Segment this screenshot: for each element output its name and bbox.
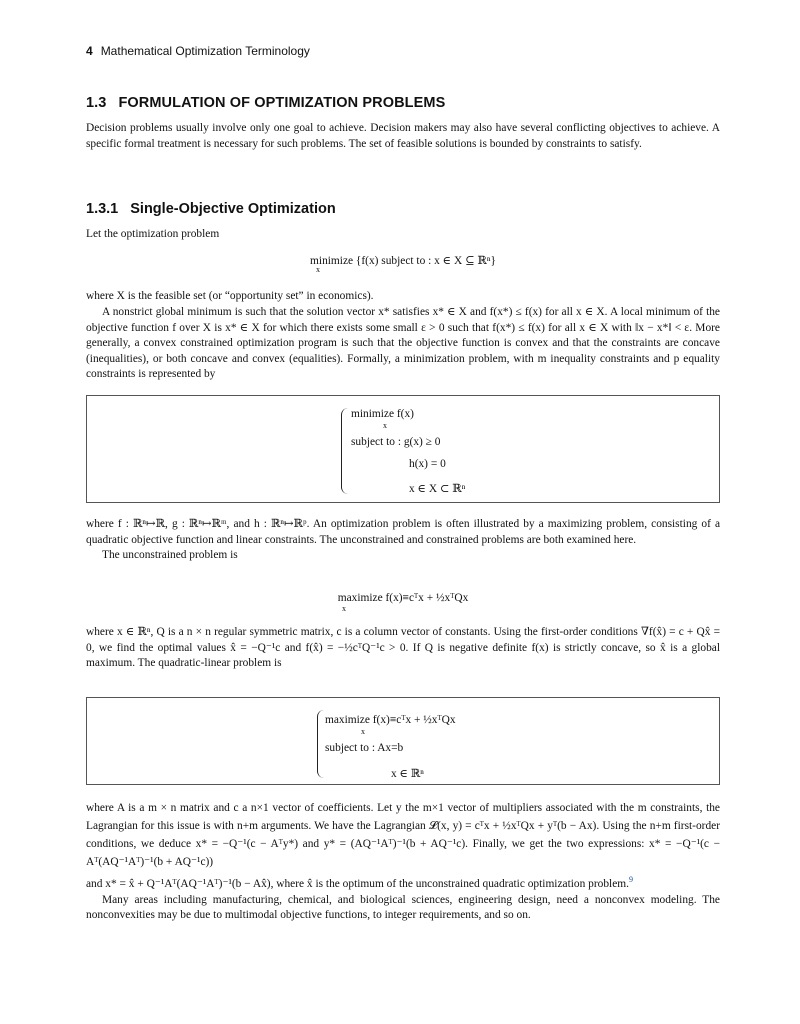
footnote-reference[interactable]: 9 [628, 875, 633, 884]
where-x-paragraph: where x ∈ ℝⁿ, Q is a n × n regular symmetric matrix, c is a column vector of constants. Using the first-order conditions ∇f(x̂) = c + Qx̂ = 0, we find the optimal values x̂ = −Q⁻¹c and f(x̂) = −½cᵀQ⁻¹c > 0. If Q is negative definite f(x) is strictly concave, so x̂ is a global maximum. The quadratic-linear problem is [86, 626, 720, 669]
nonstrict-paragraph-block [86, 305, 720, 383]
intro-paragraph-block [86, 121, 720, 152]
box1-line2: subject to : g(x) ≥ 0 [351, 436, 441, 448]
section-number: 1.3 [86, 95, 107, 111]
running-head [86, 44, 310, 58]
page-number: 4 [86, 44, 93, 58]
subsection-number: 1.3.1 [86, 201, 119, 217]
constrained-program-box [86, 395, 720, 503]
equation-2-subscript: x [342, 604, 346, 613]
let-text-block [86, 227, 720, 243]
box1-line1-subscript: x [383, 421, 387, 430]
feasible-text: where X is the feasible set (or “opportunity set” in economics). [86, 290, 374, 302]
feasible-text-block [86, 289, 720, 305]
subsection-title: Single-Objective Optimization [130, 201, 336, 217]
where-a-paragraph-block [86, 799, 720, 924]
running-title: Mathematical Optimization Terminology [100, 44, 310, 58]
section-title: FORMULATION OF OPTIMIZATION PROBLEMS [118, 95, 446, 111]
where-x-paragraph-block [86, 625, 720, 672]
box2-line1: maximize f(x)≡cᵀx + ½xᵀQx [325, 714, 456, 726]
let-text: Let the optimization problem [86, 228, 220, 240]
equation-2-text: maximize f(x)≡cᵀx + ½xᵀQx [337, 592, 469, 604]
equation-1-subscript: x [316, 265, 320, 274]
left-brace [341, 408, 348, 494]
nonstrict-paragraph: A nonstrict global minimum is such that the solution vector x* satisfies x* ∈ X and f(x*) ≤ f(x) for all x ∈ X. A local minimum of the objective function f over X is x* ∈ X for which there exists some small ε > 0 such that f(x*) ≤ f(x) for all x ∈ X with ‖x − x*‖ < ε. More generally, a convex constrained optimization program is such that the objective function is convex and that the constraints are concave (inequalities), or both concave and convex (equalities). Formally, a minimization problem, with m inequality constraints and p equality constraints is represented by [86, 306, 720, 380]
where-a-paragraph-1: where A is a m × n matrix and c a n×1 vector of coefficients. Let y the m×1 vector of multipliers associated with the m constraints, the Lagrangian for this issue is with n+m arguments. We have the Lagrangian 𝓛(x, y) = cᵀx + ½xᵀQx + yᵀ(b − Ax). Using the n+m first-order conditions, we deduce x* = −Q⁻¹(c − Aᵀy*) and y* = (AQ⁻¹Aᵀ)⁻¹(b + AQ⁻¹c). Finally, we get the two expressions: x* = −Q⁻¹(c − Aᵀ(AQ⁻¹Aᵀ)⁻¹(b + AQ⁻¹c)) [86, 802, 720, 868]
subsection-heading [86, 201, 336, 217]
intro-paragraph: Decision problems usually involve only one goal to achieve. Decision makers may also have several conflicting objectives to achieve. A specific formal treatment is necessary for such problems. The set of feasible solutions is bounded by constraints to satisfy. [86, 122, 720, 150]
left-brace-2 [317, 710, 324, 778]
box2-line2: subject to : Ax=b [325, 742, 404, 754]
where-a-paragraph-2-text: and x* = x̂ + Q⁻¹Aᵀ(AQ⁻¹Aᵀ)⁻¹(b − Ax̂), where x̂ is the optimum of the unconstrained quadratic optimization problem. [86, 877, 629, 890]
box1-line1: minimize f(x) [351, 408, 414, 420]
box2-line3: x ∈ ℝⁿ [391, 768, 424, 780]
quadratic-linear-box [86, 697, 720, 785]
last-paragraph: Many areas including manufacturing, chemical, and biological sciences, engineering design, need a nonconvex modeling. The nonconvexities may be due to multimodal objective functions, to integer requirements, and so on. [86, 893, 720, 922]
box2-line1-subscript: x [361, 727, 365, 736]
section-heading [86, 95, 445, 111]
box1-line3: h(x) = 0 [409, 458, 446, 470]
where-a-paragraph-2 [86, 871, 720, 893]
where-f-paragraph: where f : ℝⁿ↦ℝ, g : ℝⁿ↦ℝᵐ, and h : ℝⁿ↦ℝᵖ. An optimization problem is often illustrated by a maximizing problem, consisting of a quadratic objective function and linear constraints. The unconstrained and constrained problems are both examined here. [86, 518, 720, 546]
unconstrained-intro: The unconstrained problem is [102, 549, 238, 561]
equation-1-text: minimize {f(x) subject to : x ∈ X ⊆ ℝⁿ} [310, 255, 496, 267]
equation-1 [86, 253, 720, 274]
equation-2 [86, 592, 720, 613]
box1-line4: x ∈ X ⊂ ℝⁿ [409, 483, 466, 495]
where-f-paragraph-block [86, 517, 720, 564]
